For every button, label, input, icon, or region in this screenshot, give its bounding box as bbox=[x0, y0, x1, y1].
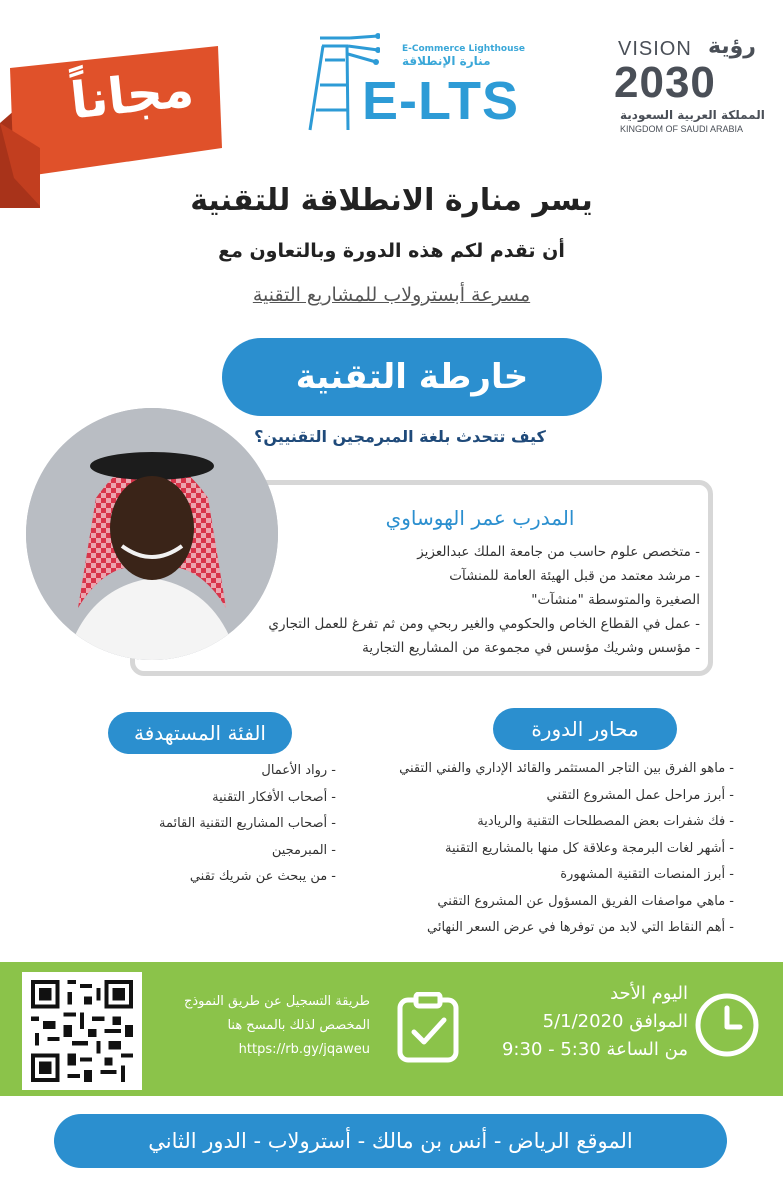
vision-year: 2030 bbox=[614, 58, 716, 107]
intro-heading: يسر منارة الانطلاقة للتقنية bbox=[190, 183, 593, 218]
vision-kingdom-ar: المملكة العربية السعودية bbox=[620, 108, 765, 122]
intro-line: أن تقدم لكم هذه الدورة وبالتعاون مع bbox=[218, 240, 565, 262]
target-list bbox=[120, 758, 336, 891]
registration-line: طريقة التسجيل عن طريق النموذج bbox=[183, 994, 370, 1009]
schedule-day: اليوم الأحد bbox=[610, 983, 688, 1004]
vision-2030-logo bbox=[610, 34, 765, 138]
target-item: - أصحاب الأفكار التقنية bbox=[212, 789, 336, 805]
partner-name: مسرعة أبسترولاب للمشاريع التقنية bbox=[252, 284, 531, 306]
axes-heading: محاور الدورة bbox=[493, 708, 677, 750]
schedule-info bbox=[488, 980, 688, 1064]
bio-item: - متخصص علوم حاسب من جامعة الملك عبدالعزيز bbox=[417, 544, 700, 560]
target-item: - المبرمجين bbox=[271, 842, 336, 858]
axes-list bbox=[350, 756, 734, 942]
registration-info bbox=[158, 990, 370, 1062]
axes-item: - ماهي مواصفات الفريق المسؤول عن المشروع التقني bbox=[437, 893, 734, 909]
axes-item: - أشهر لغات البرمجة وعلاقة كل منها بالمشاريع التقنية bbox=[444, 840, 734, 856]
clock-icon bbox=[694, 992, 760, 1058]
bio-item: - مؤسس وشريك مؤسس في مجموعة من المشاريع التجارية bbox=[362, 640, 700, 656]
checklist-icon bbox=[388, 992, 468, 1064]
elts-subtitle-ar: منارة الإنطلاقة bbox=[402, 54, 491, 68]
qr-code-icon bbox=[30, 980, 134, 1082]
bio-item: الصغيرة والمتوسطة "منشآت" bbox=[531, 592, 700, 608]
elts-subtitle-en: E-Commerce Lighthouse bbox=[402, 44, 525, 54]
free-label: مجاناً bbox=[67, 59, 197, 131]
axes-item: - ماهو الفرق بين التاجر المستثمر والقائد الإداري والفني التقني bbox=[399, 761, 734, 776]
course-title: خارطة التقنية bbox=[222, 338, 602, 416]
axes-item: - أبرز مراحل عمل المشروع التقني bbox=[546, 787, 734, 803]
trainer-bio bbox=[200, 540, 700, 660]
axes-item: - أهم النقاط التي لابد من توفرها في عرض السعر النهائي bbox=[427, 920, 734, 935]
target-item: - من يبحث عن شريك تقني bbox=[189, 869, 336, 884]
target-heading: الفئة المستهدفة bbox=[108, 712, 292, 754]
vision-kingdom-en: KINGDOM OF SAUDI ARABIA bbox=[620, 124, 744, 134]
registration-link[interactable]: https://rb.gy/jqaweu bbox=[238, 1042, 370, 1057]
registration-qr-code[interactable] bbox=[22, 972, 142, 1090]
vision-word: VISION bbox=[618, 38, 692, 60]
axes-item: - فك شفرات بعض المصطلحات التقنية والريادية bbox=[477, 814, 734, 829]
trainer-name: المدرب عمر الهوساوي bbox=[385, 506, 575, 530]
bio-item: - عمل في القطاع الخاص والحكومي والغير ربحي ومن ثم تفرغ للعمل التجاري bbox=[268, 616, 700, 632]
target-item: - رواد الأعمال bbox=[261, 763, 336, 778]
location-banner: الموقع الرياض - أنس بن مالك - أسترولاب - الدور الثاني bbox=[54, 1114, 727, 1168]
registration-line: المخصص لذلك بالمسح هنا bbox=[227, 1018, 370, 1033]
target-item: - أصحاب المشاريع التقنية القائمة bbox=[158, 816, 336, 831]
vision-ruya: رؤية bbox=[708, 34, 756, 59]
elts-logo bbox=[290, 30, 525, 140]
course-subtitle: كيف تتحدث بلغة المبرمجين التقنيين؟ bbox=[254, 427, 546, 446]
schedule-time: من الساعة 5:30 - 9:30 bbox=[501, 1039, 688, 1060]
axes-item: - أبرز المنصات التقنية المشهورة bbox=[560, 867, 734, 882]
elts-title: E-LTS bbox=[362, 71, 519, 131]
bio-item: - مرشد معتمد من قبل الهيئة العامة للمنشآت bbox=[449, 568, 700, 584]
schedule-date: الموافق 5/1/2020 bbox=[542, 1011, 688, 1032]
